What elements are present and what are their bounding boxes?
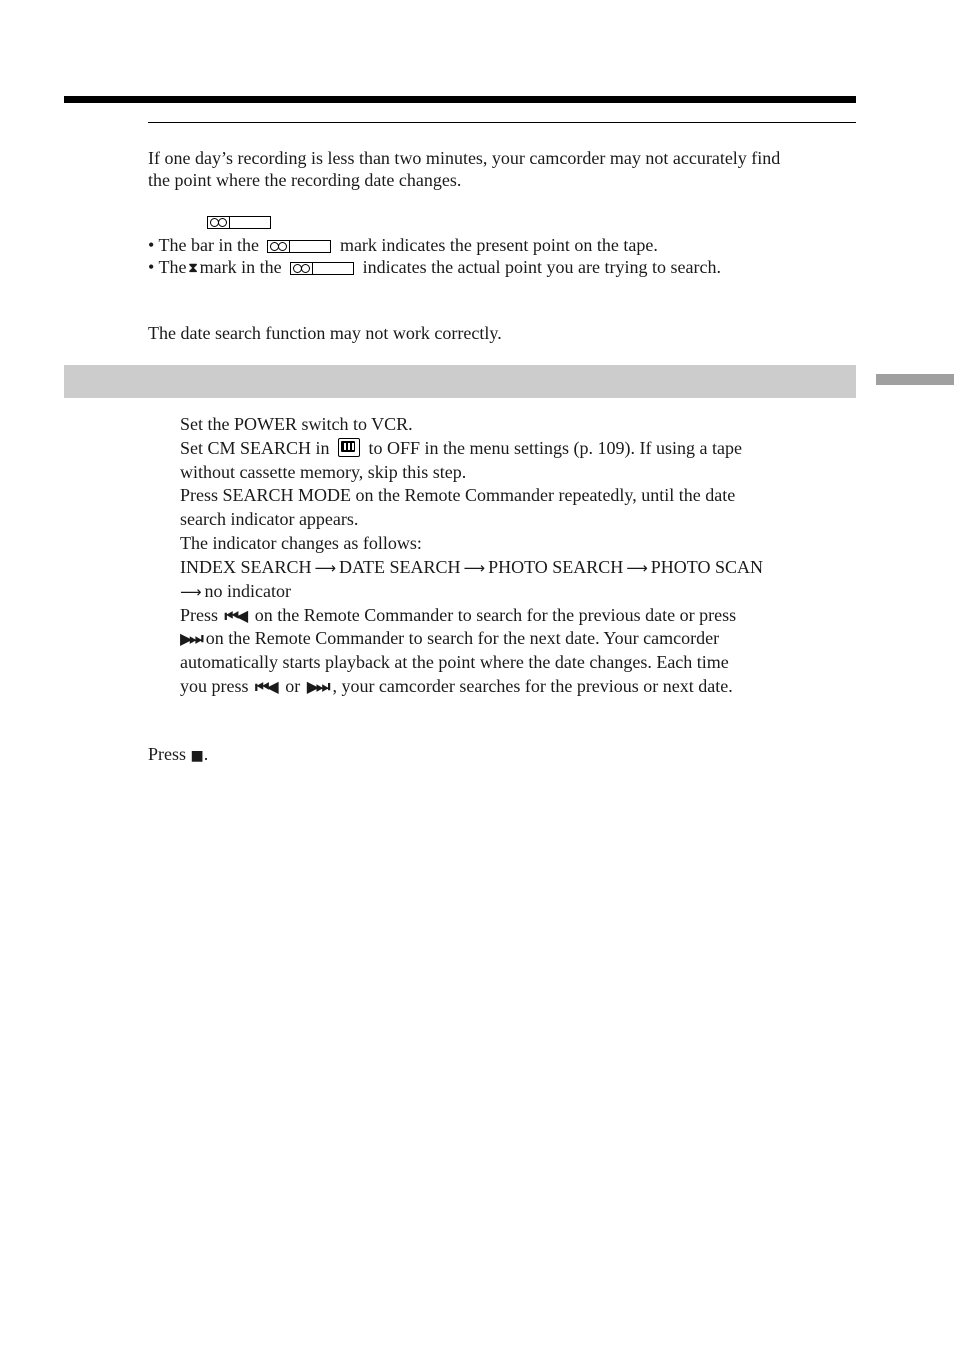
tape-counter-figure <box>203 214 275 232</box>
note-line-1: If one day’s recording is less than two minutes, your camcorder may not accurately find <box>148 148 781 168</box>
bullet-1: • The bar in the mark indicates the present point on the tape. <box>148 235 658 255</box>
top-thick-rule <box>64 96 856 103</box>
cassette-memory-icon <box>338 438 360 457</box>
step-4-line-2: ▶⏭ on the Remote Commander to search for the next date. Your camcorder <box>180 628 720 648</box>
stop-instruction: Press ■. <box>148 744 209 764</box>
step-4-line-4: you press ⏮◀ or ▶⏭ , your camcorder searches for the previous or next date. <box>180 676 733 696</box>
step-3-line-2: search indicator appears. <box>180 509 359 529</box>
next-index-icon: ▶⏭ <box>306 677 328 696</box>
arrow-right-icon: ⟶ <box>180 583 202 601</box>
step-4-line-3: automatically starts playback at the point where the date changes. Each time <box>180 652 729 672</box>
note-2: The date search function may not work correctly. <box>148 323 502 343</box>
tape-counter-icon <box>267 240 331 253</box>
arrow-right-icon: ⟶ <box>314 559 337 577</box>
step-2-line-2: without cassette memory, skip this step. <box>180 462 467 482</box>
step-1: Set the POWER switch to VCR. <box>180 414 413 434</box>
section-rule <box>148 122 856 123</box>
step-2-line-1: Set CM SEARCH in to OFF in the menu settings (p. 109). If using a tape <box>180 438 742 458</box>
arrow-right-icon: ⟶ <box>463 559 486 577</box>
note-line-2: the point where the recording date changes. <box>148 170 462 190</box>
bullet-2: • The ⧗ mark in the indicates the actual point you are trying to search. <box>148 255 721 280</box>
next-index-icon: ▶⏭ <box>180 629 201 648</box>
previous-index-icon: ⏮◀ <box>255 677 276 696</box>
arrow-right-icon: ⟶ <box>626 559 648 577</box>
section-heading-band <box>64 365 856 398</box>
indicator-sequence-end: ⟶ no indicator <box>180 581 291 601</box>
step-3-line-3: The indicator changes as follows: <box>180 533 422 553</box>
hourglass-icon: ⧗ <box>188 260 198 275</box>
step-3-line-1: Press SEARCH MODE on the Remote Commander repeatedly, until the date <box>180 485 736 505</box>
tape-counter-icon <box>207 216 271 229</box>
step-4-line-1: Press ⏮◀ on the Remote Commander to search for the previous date or press <box>180 605 737 625</box>
tape-counter-icon <box>290 262 354 275</box>
previous-index-icon: ⏮◀ <box>224 606 246 625</box>
indicator-sequence: INDEX SEARCH ⟶ DATE SEARCH ⟶ PHOTO SEARCH ⟶ PHOTO SCAN <box>180 557 763 577</box>
stop-icon: ■ <box>190 748 204 764</box>
side-index-tab <box>876 374 954 385</box>
